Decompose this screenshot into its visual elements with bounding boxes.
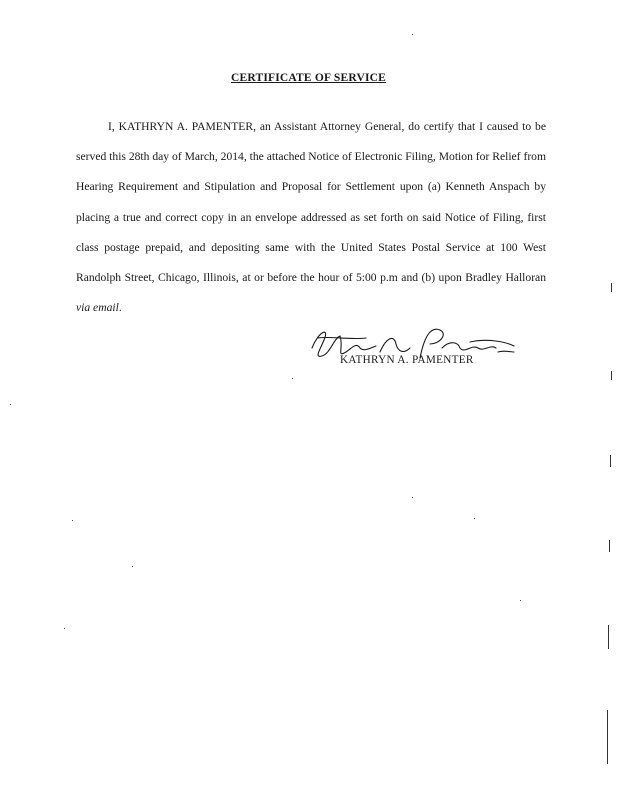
certificate-body (76, 112, 546, 323)
scan-speck (520, 600, 521, 601)
scan-speck (132, 566, 133, 567)
right-edge-mark (609, 540, 610, 552)
scan-speck (72, 520, 73, 521)
signer-name: KATHRYN A. PAMENTER (340, 354, 474, 366)
right-edge-mark (608, 625, 609, 649)
body-text-via-email: via email (76, 301, 119, 315)
certificate-title: CERTIFICATE OF SERVICE (230, 72, 387, 84)
scan-speck (412, 34, 413, 35)
scan-speck (292, 378, 293, 379)
scan-speck (412, 497, 413, 498)
scan-speck (64, 628, 65, 629)
scan-speck (474, 518, 475, 519)
signature-block (300, 318, 530, 378)
right-edge-mark (611, 283, 612, 292)
scan-speck (10, 404, 11, 405)
right-edge-mark (607, 710, 608, 764)
body-text-period: . (118, 301, 122, 315)
right-edge-mark (610, 455, 611, 467)
right-edge-mark (611, 371, 612, 380)
body-text-main: I, KATHRYN A. PAMENTER, an Assistant Attorney General, do certify that I caused to be served this 28th day of March, 2014, the attached Notice of Electronic Filing, Motion for Relief from Hearing Requirement and Stipulation and Proposal for Settlement upon (a) Kenneth Anspach by placing a true and correct copy in an envelope addressed as set forth on said Notice of Filing, first class postage prepaid, and depositing same with the United States Postal Service at 100 West Randolph Street, Chicago, Illinois, at or before the hour of 5:00 p.m and (b) upon Bradley Halloran (76, 120, 546, 285)
